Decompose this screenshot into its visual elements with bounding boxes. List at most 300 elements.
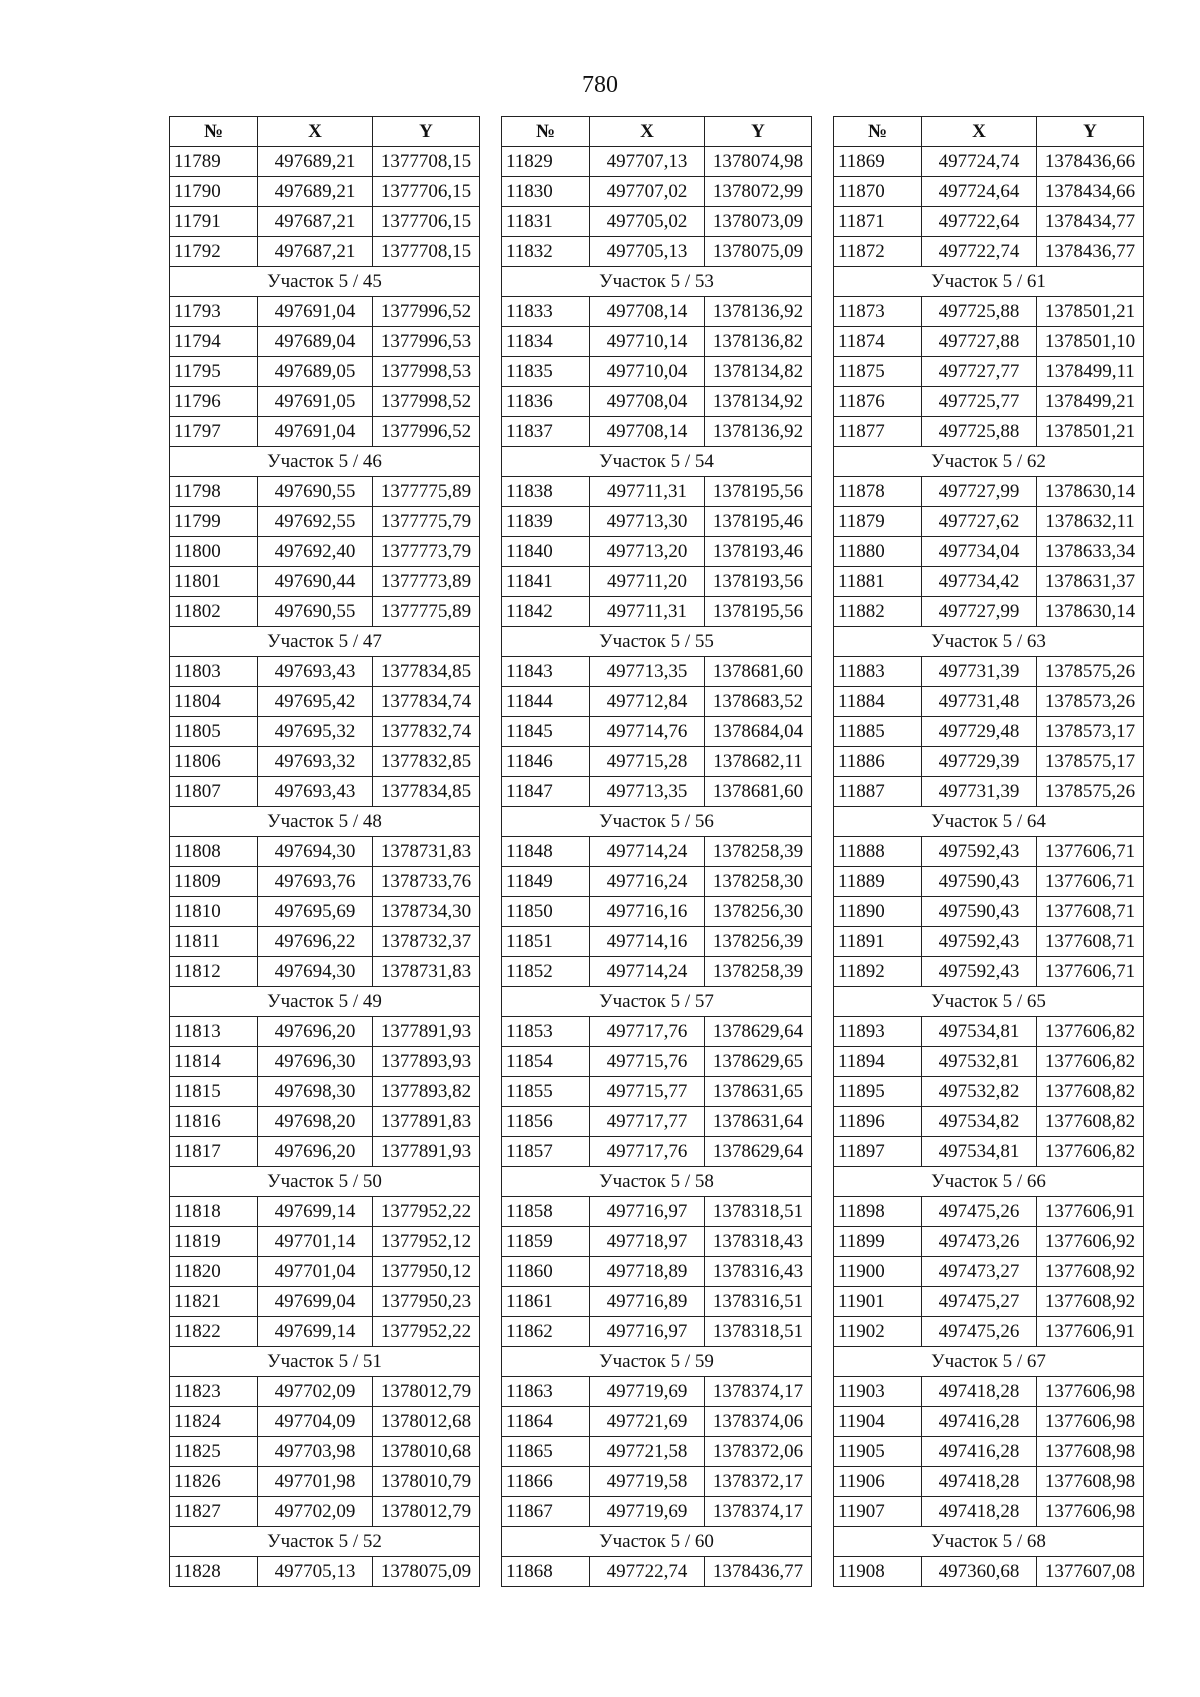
coord-x: 497696,20 bbox=[258, 1137, 373, 1167]
table-row bbox=[834, 1107, 1144, 1137]
table-row bbox=[502, 927, 812, 957]
section-header-row bbox=[834, 267, 1144, 297]
point-number: 11825 bbox=[170, 1437, 258, 1467]
table-row bbox=[834, 1557, 1144, 1587]
table-row bbox=[502, 837, 812, 867]
coord-y: 1377950,12 bbox=[373, 1257, 480, 1287]
coord-x: 497694,30 bbox=[258, 957, 373, 987]
point-number: 11809 bbox=[170, 867, 258, 897]
coord-x: 497717,76 bbox=[590, 1017, 705, 1047]
coord-x: 497691,04 bbox=[258, 297, 373, 327]
section-title: Участок 5 / 67 bbox=[834, 1347, 1144, 1377]
table-row bbox=[834, 507, 1144, 537]
point-number: 11812 bbox=[170, 957, 258, 987]
point-number: 11834 bbox=[502, 327, 590, 357]
table-row bbox=[170, 957, 480, 987]
point-number: 11845 bbox=[502, 717, 590, 747]
table-row bbox=[502, 387, 812, 417]
point-number: 11887 bbox=[834, 777, 922, 807]
table-row bbox=[834, 777, 1144, 807]
coord-x: 497418,28 bbox=[922, 1467, 1037, 1497]
table-row bbox=[834, 897, 1144, 927]
coord-y: 1377952,12 bbox=[373, 1227, 480, 1257]
coord-x: 497721,58 bbox=[590, 1437, 705, 1467]
point-number: 11803 bbox=[170, 657, 258, 687]
coord-y: 1378630,14 bbox=[1037, 597, 1144, 627]
table-row bbox=[834, 1077, 1144, 1107]
point-number: 11867 bbox=[502, 1497, 590, 1527]
section-header-row bbox=[834, 627, 1144, 657]
point-number: 11797 bbox=[170, 417, 258, 447]
coord-x: 497729,39 bbox=[922, 747, 1037, 777]
coord-x: 497731,48 bbox=[922, 687, 1037, 717]
table-row bbox=[502, 867, 812, 897]
coord-y: 1378012,79 bbox=[373, 1377, 480, 1407]
coord-y: 1377996,52 bbox=[373, 417, 480, 447]
coord-x: 497722,74 bbox=[922, 237, 1037, 267]
table-row bbox=[170, 147, 480, 177]
point-number: 11818 bbox=[170, 1197, 258, 1227]
coord-y: 1378074,98 bbox=[705, 147, 812, 177]
table-row bbox=[834, 1227, 1144, 1257]
coord-y: 1378258,39 bbox=[705, 837, 812, 867]
coord-x: 497727,99 bbox=[922, 477, 1037, 507]
coord-y: 1378193,46 bbox=[705, 537, 812, 567]
coord-y: 1378073,09 bbox=[705, 207, 812, 237]
coord-y: 1378318,51 bbox=[705, 1197, 812, 1227]
point-number: 11829 bbox=[502, 147, 590, 177]
coord-y: 1377606,98 bbox=[1037, 1497, 1144, 1527]
point-number: 11807 bbox=[170, 777, 258, 807]
section-header-row bbox=[502, 1167, 812, 1197]
coord-y: 1377834,85 bbox=[373, 657, 480, 687]
section-title: Участок 5 / 50 bbox=[170, 1167, 480, 1197]
section-title: Участок 5 / 56 bbox=[502, 807, 812, 837]
coord-y: 1378631,65 bbox=[705, 1077, 812, 1107]
point-number: 11904 bbox=[834, 1407, 922, 1437]
point-number: 11826 bbox=[170, 1467, 258, 1497]
table-row bbox=[502, 147, 812, 177]
table-row bbox=[502, 1257, 812, 1287]
coord-x: 497719,69 bbox=[590, 1377, 705, 1407]
table-row bbox=[834, 237, 1144, 267]
coord-y: 1378501,21 bbox=[1037, 297, 1144, 327]
coord-y: 1378316,51 bbox=[705, 1287, 812, 1317]
coord-y: 1378631,37 bbox=[1037, 567, 1144, 597]
point-number: 11792 bbox=[170, 237, 258, 267]
coord-y: 1377893,93 bbox=[373, 1047, 480, 1077]
table-row bbox=[502, 207, 812, 237]
table-row bbox=[834, 567, 1144, 597]
coord-x: 497693,76 bbox=[258, 867, 373, 897]
point-number: 11864 bbox=[502, 1407, 590, 1437]
coord-y: 1377606,71 bbox=[1037, 837, 1144, 867]
coord-y: 1377608,82 bbox=[1037, 1077, 1144, 1107]
section-header-row bbox=[170, 447, 480, 477]
table-row bbox=[170, 1197, 480, 1227]
coord-y: 1377606,82 bbox=[1037, 1137, 1144, 1167]
coord-y: 1378318,43 bbox=[705, 1227, 812, 1257]
table-row bbox=[170, 417, 480, 447]
table-row bbox=[170, 837, 480, 867]
point-number: 11791 bbox=[170, 207, 258, 237]
table-row bbox=[502, 567, 812, 597]
point-number: 11905 bbox=[834, 1437, 922, 1467]
table-row bbox=[502, 1197, 812, 1227]
header-y: Y bbox=[1037, 117, 1144, 147]
table-row bbox=[502, 1557, 812, 1587]
point-number: 11902 bbox=[834, 1317, 922, 1347]
coord-x: 497701,04 bbox=[258, 1257, 373, 1287]
section-header-row bbox=[502, 267, 812, 297]
table-row bbox=[170, 1077, 480, 1107]
point-number: 11866 bbox=[502, 1467, 590, 1497]
coord-x: 497707,13 bbox=[590, 147, 705, 177]
coord-x: 497689,04 bbox=[258, 327, 373, 357]
table-row bbox=[170, 867, 480, 897]
point-number: 11890 bbox=[834, 897, 922, 927]
coord-x: 497473,26 bbox=[922, 1227, 1037, 1257]
table-row bbox=[834, 687, 1144, 717]
coord-x: 497715,77 bbox=[590, 1077, 705, 1107]
point-number: 11851 bbox=[502, 927, 590, 957]
section-title: Участок 5 / 51 bbox=[170, 1347, 480, 1377]
coord-x: 497418,28 bbox=[922, 1377, 1037, 1407]
coord-y: 1377706,15 bbox=[373, 177, 480, 207]
coord-x: 497724,64 bbox=[922, 177, 1037, 207]
coord-x: 497715,28 bbox=[590, 747, 705, 777]
section-title: Участок 5 / 68 bbox=[834, 1527, 1144, 1557]
coord-y: 1378575,26 bbox=[1037, 657, 1144, 687]
table-row bbox=[170, 327, 480, 357]
table-row bbox=[502, 717, 812, 747]
point-number: 11793 bbox=[170, 297, 258, 327]
coord-x: 497696,30 bbox=[258, 1047, 373, 1077]
header-number: № bbox=[502, 117, 590, 147]
coord-y: 1377606,82 bbox=[1037, 1047, 1144, 1077]
coord-x: 497534,81 bbox=[922, 1137, 1037, 1167]
coord-x: 497731,39 bbox=[922, 777, 1037, 807]
coord-y: 1378012,68 bbox=[373, 1407, 480, 1437]
coord-y: 1378631,64 bbox=[705, 1107, 812, 1137]
table-header-row bbox=[502, 117, 812, 147]
coord-x: 497715,76 bbox=[590, 1047, 705, 1077]
table-row bbox=[170, 717, 480, 747]
coord-x: 497708,04 bbox=[590, 387, 705, 417]
point-number: 11869 bbox=[834, 147, 922, 177]
table-row bbox=[502, 1047, 812, 1077]
coord-y: 1377606,71 bbox=[1037, 867, 1144, 897]
table-row bbox=[834, 1287, 1144, 1317]
coord-x: 497725,88 bbox=[922, 297, 1037, 327]
coord-x: 497590,43 bbox=[922, 897, 1037, 927]
coord-y: 1377893,82 bbox=[373, 1077, 480, 1107]
section-title: Участок 5 / 63 bbox=[834, 627, 1144, 657]
section-title: Участок 5 / 60 bbox=[502, 1527, 812, 1557]
coord-x: 497711,31 bbox=[590, 597, 705, 627]
coord-x: 497713,30 bbox=[590, 507, 705, 537]
point-number: 11827 bbox=[170, 1497, 258, 1527]
section-title: Участок 5 / 49 bbox=[170, 987, 480, 1017]
coord-x: 497710,04 bbox=[590, 357, 705, 387]
coord-y: 1378195,46 bbox=[705, 507, 812, 537]
point-number: 11884 bbox=[834, 687, 922, 717]
coord-y: 1377773,89 bbox=[373, 567, 480, 597]
table-row bbox=[170, 1017, 480, 1047]
table-row bbox=[502, 1227, 812, 1257]
point-number: 11817 bbox=[170, 1137, 258, 1167]
point-number: 11820 bbox=[170, 1257, 258, 1287]
table-row bbox=[834, 1257, 1144, 1287]
coord-x: 497716,97 bbox=[590, 1317, 705, 1347]
table-header-row bbox=[170, 117, 480, 147]
table-row bbox=[834, 957, 1144, 987]
coord-x: 497719,69 bbox=[590, 1497, 705, 1527]
coord-x: 497721,69 bbox=[590, 1407, 705, 1437]
coord-y: 1378575,17 bbox=[1037, 747, 1144, 777]
point-number: 11824 bbox=[170, 1407, 258, 1437]
coord-y: 1378010,68 bbox=[373, 1437, 480, 1467]
table-row bbox=[502, 177, 812, 207]
point-number: 11837 bbox=[502, 417, 590, 447]
coord-x: 497714,24 bbox=[590, 837, 705, 867]
coord-x: 497693,43 bbox=[258, 657, 373, 687]
header-x: X bbox=[922, 117, 1037, 147]
coord-x: 497711,31 bbox=[590, 477, 705, 507]
coord-y: 1377606,82 bbox=[1037, 1017, 1144, 1047]
coord-y: 1377608,71 bbox=[1037, 897, 1144, 927]
point-number: 11892 bbox=[834, 957, 922, 987]
point-number: 11796 bbox=[170, 387, 258, 417]
coord-y: 1378575,26 bbox=[1037, 777, 1144, 807]
point-number: 11790 bbox=[170, 177, 258, 207]
table-row bbox=[834, 207, 1144, 237]
coord-y: 1377608,98 bbox=[1037, 1467, 1144, 1497]
point-number: 11846 bbox=[502, 747, 590, 777]
point-number: 11831 bbox=[502, 207, 590, 237]
table-row bbox=[834, 177, 1144, 207]
coord-y: 1378629,65 bbox=[705, 1047, 812, 1077]
coord-y: 1378256,30 bbox=[705, 897, 812, 927]
coord-y: 1378010,79 bbox=[373, 1467, 480, 1497]
table-row bbox=[834, 1437, 1144, 1467]
coord-x: 497691,04 bbox=[258, 417, 373, 447]
section-header-row bbox=[834, 1527, 1144, 1557]
table-row bbox=[834, 1197, 1144, 1227]
section-title: Участок 5 / 59 bbox=[502, 1347, 812, 1377]
coord-x: 497690,55 bbox=[258, 477, 373, 507]
table-row bbox=[170, 567, 480, 597]
section-header-row bbox=[502, 447, 812, 477]
point-number: 11843 bbox=[502, 657, 590, 687]
point-number: 11859 bbox=[502, 1227, 590, 1257]
coord-x: 497695,42 bbox=[258, 687, 373, 717]
table-row bbox=[170, 1047, 480, 1077]
point-number: 11857 bbox=[502, 1137, 590, 1167]
section-header-row bbox=[834, 987, 1144, 1017]
coord-y: 1378501,21 bbox=[1037, 417, 1144, 447]
coord-y: 1377606,91 bbox=[1037, 1317, 1144, 1347]
coord-y: 1377606,71 bbox=[1037, 957, 1144, 987]
point-number: 11819 bbox=[170, 1227, 258, 1257]
coord-y: 1377775,89 bbox=[373, 597, 480, 627]
coord-x: 497714,76 bbox=[590, 717, 705, 747]
coord-y: 1377773,79 bbox=[373, 537, 480, 567]
table-row bbox=[502, 657, 812, 687]
coord-y: 1377606,91 bbox=[1037, 1197, 1144, 1227]
coord-x: 497687,21 bbox=[258, 207, 373, 237]
coord-x: 497475,26 bbox=[922, 1317, 1037, 1347]
coord-y: 1378134,92 bbox=[705, 387, 812, 417]
coord-y: 1377608,82 bbox=[1037, 1107, 1144, 1137]
coord-y: 1378731,83 bbox=[373, 957, 480, 987]
section-title: Участок 5 / 61 bbox=[834, 267, 1144, 297]
coord-y: 1378318,51 bbox=[705, 1317, 812, 1347]
coord-y: 1377606,92 bbox=[1037, 1227, 1144, 1257]
coord-x: 497705,13 bbox=[590, 237, 705, 267]
coord-y: 1378434,77 bbox=[1037, 207, 1144, 237]
coord-y: 1378732,37 bbox=[373, 927, 480, 957]
table-row bbox=[170, 897, 480, 927]
coord-y: 1377608,71 bbox=[1037, 927, 1144, 957]
point-number: 11885 bbox=[834, 717, 922, 747]
coord-y: 1378501,10 bbox=[1037, 327, 1144, 357]
table-row bbox=[170, 477, 480, 507]
coord-y: 1377998,52 bbox=[373, 387, 480, 417]
header-x: X bbox=[590, 117, 705, 147]
point-number: 11802 bbox=[170, 597, 258, 627]
table-row bbox=[502, 1377, 812, 1407]
point-number: 11811 bbox=[170, 927, 258, 957]
coord-y: 1378374,17 bbox=[705, 1377, 812, 1407]
table-row bbox=[834, 927, 1144, 957]
coord-x: 497705,13 bbox=[258, 1557, 373, 1587]
coord-x: 497592,43 bbox=[922, 927, 1037, 957]
section-header-row bbox=[170, 807, 480, 837]
point-number: 11874 bbox=[834, 327, 922, 357]
point-number: 11795 bbox=[170, 357, 258, 387]
coord-x: 497722,64 bbox=[922, 207, 1037, 237]
coord-y: 1378731,83 bbox=[373, 837, 480, 867]
point-number: 11888 bbox=[834, 837, 922, 867]
coord-x: 497716,97 bbox=[590, 1197, 705, 1227]
point-number: 11882 bbox=[834, 597, 922, 627]
point-number: 11816 bbox=[170, 1107, 258, 1137]
coord-x: 497689,21 bbox=[258, 177, 373, 207]
coord-x: 497418,28 bbox=[922, 1497, 1037, 1527]
section-header-row bbox=[834, 1347, 1144, 1377]
table-row bbox=[170, 387, 480, 417]
coord-x: 497592,43 bbox=[922, 957, 1037, 987]
coord-x: 497360,68 bbox=[922, 1557, 1037, 1587]
coord-y: 1378258,39 bbox=[705, 957, 812, 987]
section-title: Участок 5 / 65 bbox=[834, 987, 1144, 1017]
coord-x: 497416,28 bbox=[922, 1437, 1037, 1467]
table-row bbox=[502, 1317, 812, 1347]
table-row bbox=[834, 297, 1144, 327]
coord-x: 497729,48 bbox=[922, 717, 1037, 747]
coord-y: 1377952,22 bbox=[373, 1197, 480, 1227]
coord-y: 1378629,64 bbox=[705, 1137, 812, 1167]
coord-x: 497702,09 bbox=[258, 1377, 373, 1407]
coord-y: 1377708,15 bbox=[373, 147, 480, 177]
point-number: 11806 bbox=[170, 747, 258, 777]
coord-y: 1377996,53 bbox=[373, 327, 480, 357]
coord-x: 497724,74 bbox=[922, 147, 1037, 177]
point-number: 11804 bbox=[170, 687, 258, 717]
coord-x: 497689,21 bbox=[258, 147, 373, 177]
coord-x: 497475,26 bbox=[922, 1197, 1037, 1227]
coord-x: 497716,24 bbox=[590, 867, 705, 897]
coord-x: 497590,43 bbox=[922, 867, 1037, 897]
table-row bbox=[170, 687, 480, 717]
point-number: 11842 bbox=[502, 597, 590, 627]
coord-x: 497713,35 bbox=[590, 777, 705, 807]
point-number: 11872 bbox=[834, 237, 922, 267]
header-y: Y bbox=[373, 117, 480, 147]
point-number: 11855 bbox=[502, 1077, 590, 1107]
section-title: Участок 5 / 55 bbox=[502, 627, 812, 657]
coord-x: 497699,14 bbox=[258, 1317, 373, 1347]
coord-y: 1378499,11 bbox=[1037, 357, 1144, 387]
point-number: 11903 bbox=[834, 1377, 922, 1407]
coord-y: 1378372,06 bbox=[705, 1437, 812, 1467]
coord-y: 1377608,92 bbox=[1037, 1287, 1144, 1317]
coord-y: 1378136,82 bbox=[705, 327, 812, 357]
point-number: 11821 bbox=[170, 1287, 258, 1317]
coord-y: 1377891,83 bbox=[373, 1107, 480, 1137]
coord-x: 497694,30 bbox=[258, 837, 373, 867]
coord-x: 497713,20 bbox=[590, 537, 705, 567]
coord-y: 1378136,92 bbox=[705, 297, 812, 327]
coord-x: 497692,55 bbox=[258, 507, 373, 537]
point-number: 11844 bbox=[502, 687, 590, 717]
coord-x: 497692,40 bbox=[258, 537, 373, 567]
coord-y: 1378374,06 bbox=[705, 1407, 812, 1437]
coord-x: 497695,69 bbox=[258, 897, 373, 927]
table-row bbox=[170, 657, 480, 687]
table-row bbox=[834, 747, 1144, 777]
table-row bbox=[502, 1107, 812, 1137]
coord-y: 1378682,11 bbox=[705, 747, 812, 777]
section-header-row bbox=[502, 1347, 812, 1377]
table-row bbox=[502, 477, 812, 507]
coord-y: 1377608,98 bbox=[1037, 1437, 1144, 1467]
coord-y: 1378733,76 bbox=[373, 867, 480, 897]
coord-y: 1377891,93 bbox=[373, 1137, 480, 1167]
coord-y: 1378256,39 bbox=[705, 927, 812, 957]
coord-y: 1377891,93 bbox=[373, 1017, 480, 1047]
coord-x: 497691,05 bbox=[258, 387, 373, 417]
point-number: 11833 bbox=[502, 297, 590, 327]
point-number: 11907 bbox=[834, 1497, 922, 1527]
table-header-row bbox=[834, 117, 1144, 147]
section-title: Участок 5 / 66 bbox=[834, 1167, 1144, 1197]
header-y: Y bbox=[705, 117, 812, 147]
point-number: 11906 bbox=[834, 1467, 922, 1497]
coord-x: 497716,16 bbox=[590, 897, 705, 927]
point-number: 11800 bbox=[170, 537, 258, 567]
table-row bbox=[502, 237, 812, 267]
point-number: 11861 bbox=[502, 1287, 590, 1317]
coord-y: 1377834,74 bbox=[373, 687, 480, 717]
table-row bbox=[170, 357, 480, 387]
table-row bbox=[502, 1017, 812, 1047]
point-number: 11801 bbox=[170, 567, 258, 597]
coord-x: 497701,98 bbox=[258, 1467, 373, 1497]
point-number: 11889 bbox=[834, 867, 922, 897]
coord-x: 497690,55 bbox=[258, 597, 373, 627]
